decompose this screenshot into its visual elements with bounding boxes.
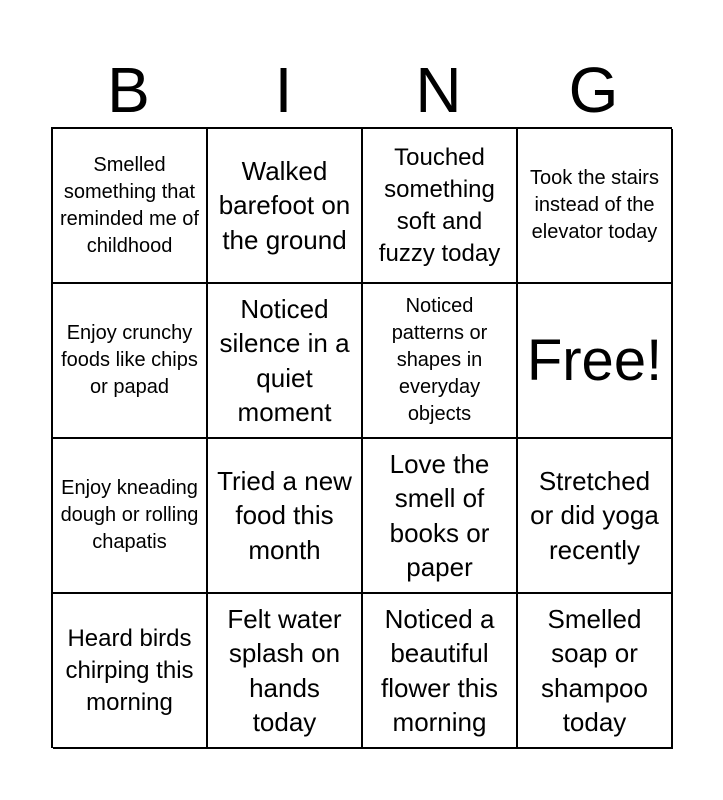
- cell-text: Heard birds chirping this morning: [65, 624, 194, 716]
- bingo-cell[interactable]: [208, 594, 363, 749]
- free-space-text: Free!: [526, 327, 663, 393]
- cell-text: Stretched or did yoga recently: [530, 465, 659, 565]
- bingo-cell[interactable]: [208, 284, 363, 439]
- cell-text: Felt water splash on hands today: [227, 603, 342, 737]
- header-letter-i: I: [274, 54, 293, 126]
- header-letter-b: B: [107, 54, 150, 126]
- bingo-cell[interactable]: [363, 439, 518, 594]
- bingo-cell[interactable]: [518, 594, 673, 749]
- bingo-cell[interactable]: [518, 129, 673, 284]
- bingo-header: [51, 52, 671, 128]
- bingo-cell[interactable]: [518, 439, 673, 594]
- cell-text: Noticed patterns or shapes in everyday objects: [391, 295, 488, 425]
- header-letter-n: N: [415, 54, 462, 126]
- cell-text: Smelled something that reminded me of childhood: [60, 153, 199, 257]
- cell-text: Noticed silence in a quiet moment: [219, 293, 350, 427]
- cell-text: Enjoy crunchy foods like chips or papad: [61, 322, 198, 398]
- bingo-cell[interactable]: [363, 129, 518, 284]
- cell-text: Love the smell of books or paper: [389, 448, 490, 582]
- cell-text: Tried a new food this month: [217, 465, 352, 565]
- free-space-cell[interactable]: [518, 284, 673, 439]
- bingo-cell[interactable]: [208, 439, 363, 594]
- header-letter-g: G: [568, 54, 619, 126]
- bingo-cell[interactable]: [363, 284, 518, 439]
- bingo-cell[interactable]: [53, 129, 208, 284]
- cell-text: Smelled soap or shampoo today: [541, 603, 648, 737]
- cell-text: Took the stairs instead of the elevator today: [530, 167, 659, 243]
- bingo-cell[interactable]: [363, 594, 518, 749]
- bingo-grid: [51, 127, 672, 748]
- cell-text: Walked barefoot on the ground: [218, 155, 351, 255]
- cell-text: Noticed a beautiful flower this morning: [380, 603, 499, 737]
- bingo-cell[interactable]: [53, 594, 208, 749]
- cell-text: Enjoy kneading dough or rolling chapatis: [60, 477, 199, 553]
- bingo-cell[interactable]: [208, 129, 363, 284]
- cell-text: Touched something soft and fuzzy today: [378, 143, 501, 267]
- bingo-cell[interactable]: [53, 284, 208, 439]
- bingo-cell[interactable]: [53, 439, 208, 594]
